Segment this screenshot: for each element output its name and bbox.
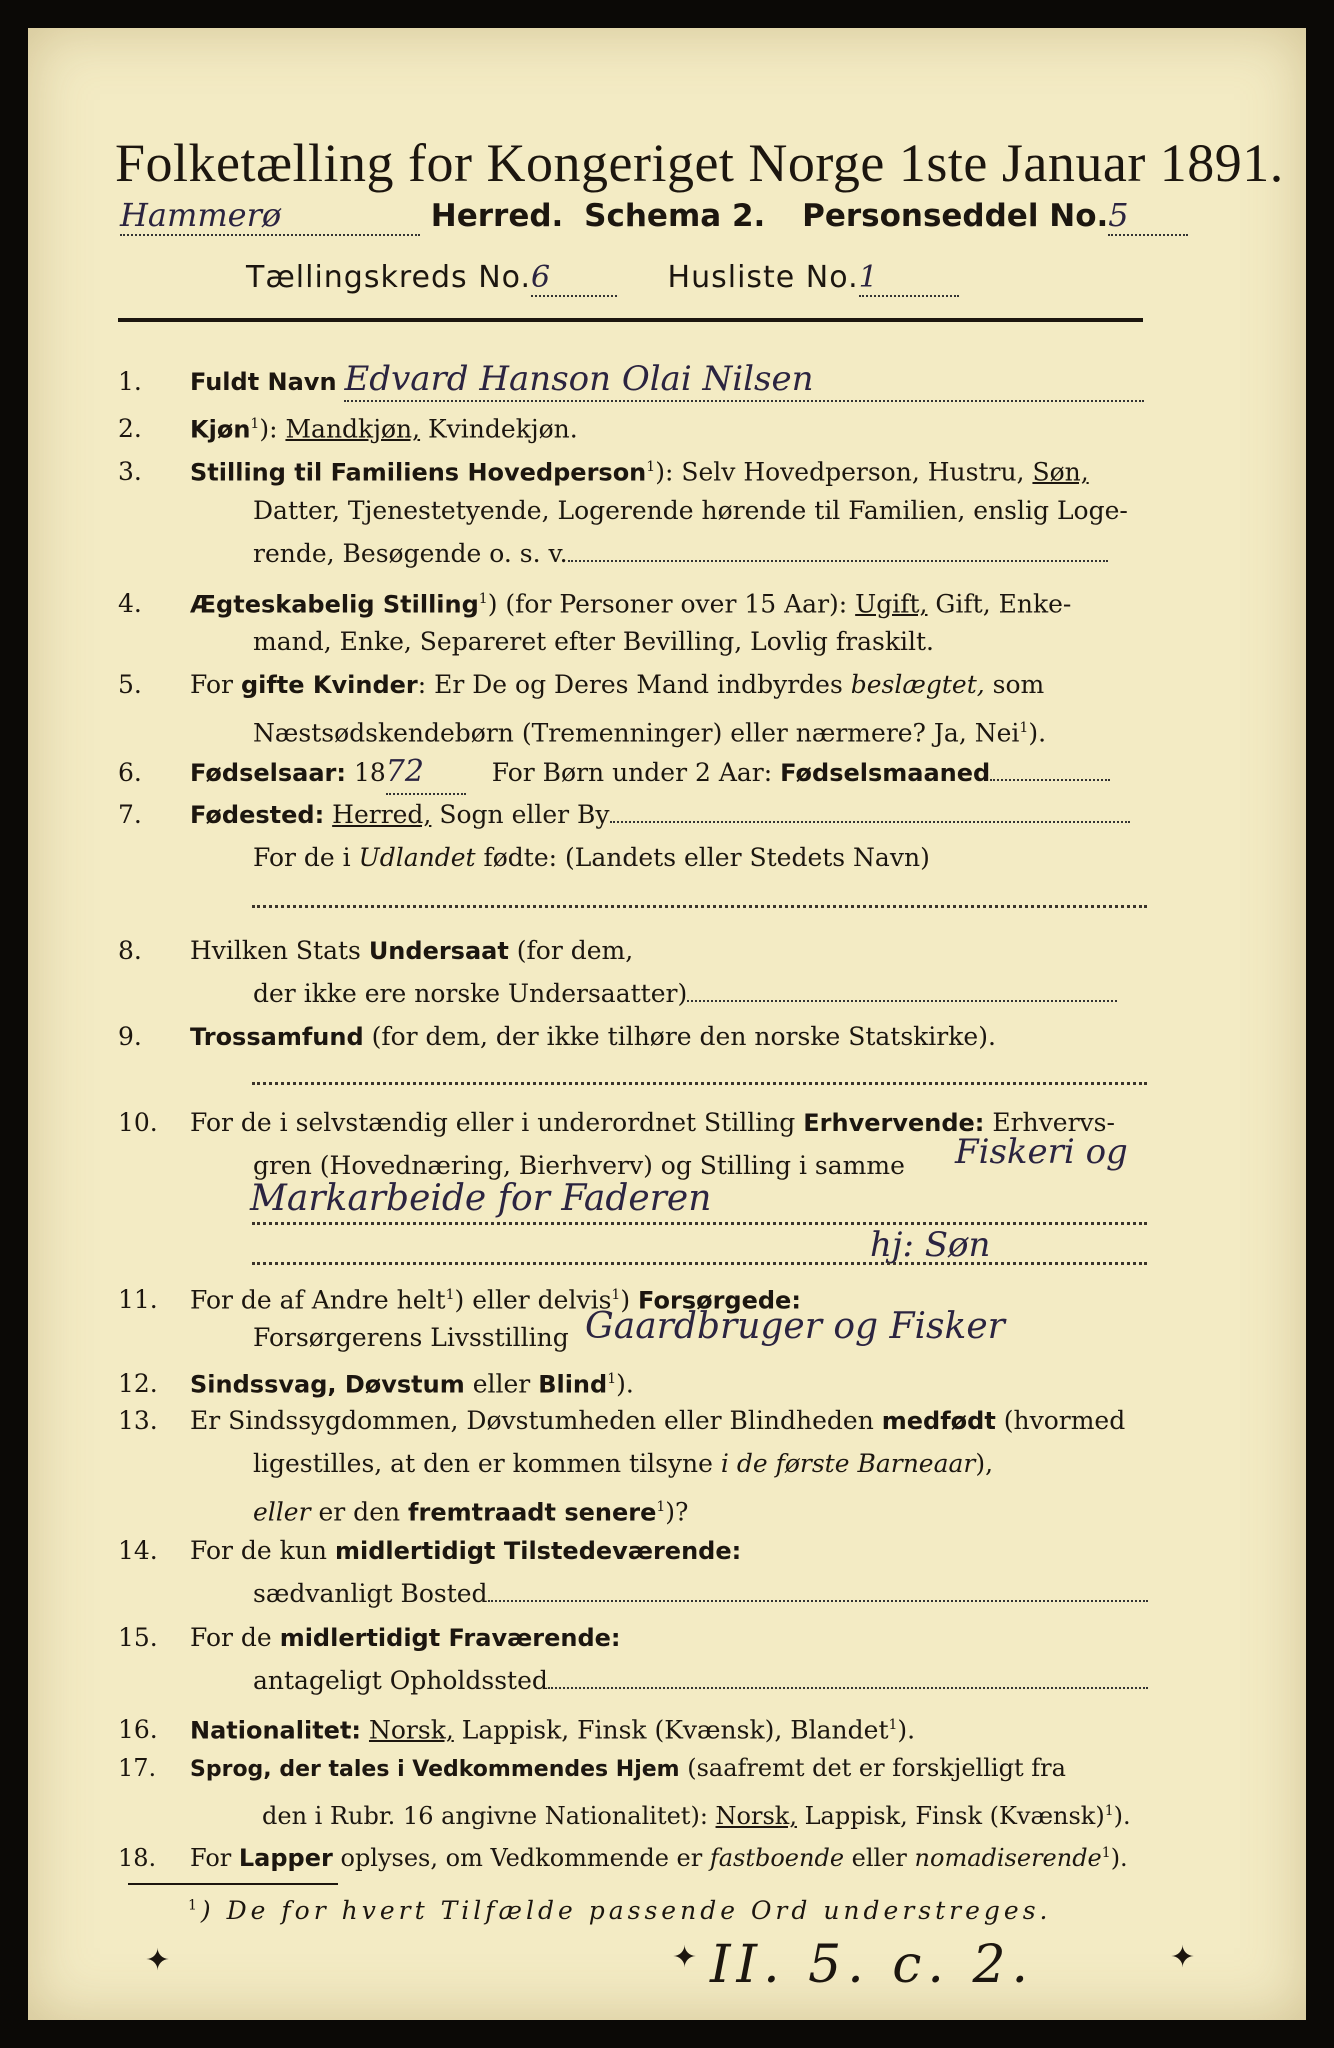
q6-birth-year: 72	[386, 751, 466, 795]
schema-label: Schema 2.	[584, 198, 766, 234]
q17-selected-option: Norsk,	[715, 1802, 797, 1830]
question-11: 11. For de af Andre helt$^1$) eller delvis$^1$) Forsørgede:	[118, 1285, 801, 1315]
q11-provider-occupation: Gaardbruger og Fisker	[585, 1306, 1005, 1347]
footnote-rule	[128, 1883, 338, 1885]
corner-mark-right: ✦	[1170, 1940, 1196, 1975]
question-5: 5. For gifte Kvinder: Er De og Deres Mand indbyrdes beslægtet, som	[118, 670, 1045, 699]
q16-selected-option: Norsk,	[368, 1715, 454, 1745]
header-line-1	[120, 196, 1188, 236]
question-2: 2. Kjøn$^1$): Mandkjøn, Kvindekjøn.	[118, 414, 578, 444]
header-rule	[118, 318, 1143, 322]
question-18: 18. For Lapper oplyses, om Vedkommende er fastboende eller nomadiserende$^1$).	[118, 1844, 1128, 1872]
question-14: 14. For de kun midlertidigt Tilstedeværende:	[118, 1536, 742, 1565]
personseddel-value: 5	[1108, 196, 1188, 236]
question-9: 9. Trossamfund (for dem, der ikke tilhøre den norske Statskirke).	[118, 1022, 996, 1051]
q4-selected-option: Ugift,	[855, 589, 928, 619]
question-7: 7. Fødested: Herred, Sogn eller By	[118, 794, 1158, 836]
q10-occupation-2: Markarbeide for Faderen	[250, 1178, 712, 1219]
archive-pencil-mark: II. 5. c. 2.	[710, 1935, 1035, 1995]
question-6: 6. Fødselsaar: 1872 For Børn under 2 Aar: Fødselsmaaned	[118, 751, 1158, 795]
center-mark: ✦	[672, 1940, 698, 1975]
question-10: 10. For de i selvstændig eller i underordnet Stilling Erhvervende: Erhvervs-	[118, 1108, 1115, 1137]
question-3: 3. Stilling til Familiens Hovedperson$^1$): Selv Hovedperson, Hustru, Søn,	[118, 457, 1089, 487]
q2-selected-option: Mandkjøn,	[285, 414, 421, 444]
taellingskreds-value: 6	[531, 260, 617, 297]
header-line-2	[246, 260, 959, 297]
personseddel-label: Personseddel No.	[802, 198, 1109, 234]
husliste-value: 1	[859, 260, 959, 297]
husliste-label: Husliste No.	[667, 260, 859, 295]
question-1: 1. Fuldt Navn Edvard Hanson Olai Nilsen	[118, 358, 1158, 403]
q3-selected-option: Søn,	[1032, 457, 1089, 487]
herred-value: Hammerø	[120, 196, 420, 236]
question-17: 17. Sprog, der tales i Vedkommendes Hjem (saafremt det er forskjelligt fra	[118, 1754, 1066, 1782]
footnote: $^1$) De for hvert Tilfælde passende Ord understreges.	[188, 1896, 1052, 1925]
question-13: 13. Er Sindssygdommen, Døvstumheden eller Blindheden medfødt (hvormed	[118, 1406, 1126, 1435]
taellingskreds-label: Tællingskreds No.	[246, 260, 531, 295]
form-title: Folketælling for Kongeriget Norge 1ste Januar 1891.	[115, 133, 1284, 193]
question-16: 16. Nationalitet: Norsk, Lappisk, Finsk (Kvænsk), Blandet$^1$).	[118, 1715, 916, 1745]
q1-full-name: Edvard Hanson Olai Nilsen	[344, 358, 1144, 402]
question-15: 15. For de midlertidigt Fraværende:	[118, 1623, 621, 1652]
q1-label: Fuldt Navn	[190, 368, 337, 396]
question-4: 4. Ægteskabelig Stilling$^1$) (for Personer over 15 Aar): Ugift, Gift, Enke-	[118, 589, 1072, 619]
question-8: 8. Hvilken Stats Undersaat (for dem,	[118, 936, 634, 965]
q10-position: hj: Søn	[870, 1225, 991, 1265]
q7-selected-option: Herred,	[332, 800, 432, 829]
corner-mark-left: ✦	[145, 1943, 171, 1978]
question-12: 12. Sindssvag, Døvstum eller Blind$^1$).	[118, 1369, 634, 1399]
herred-label: Herred.	[430, 198, 564, 234]
q10-occupation-1: Fiskeri og	[955, 1132, 1128, 1172]
